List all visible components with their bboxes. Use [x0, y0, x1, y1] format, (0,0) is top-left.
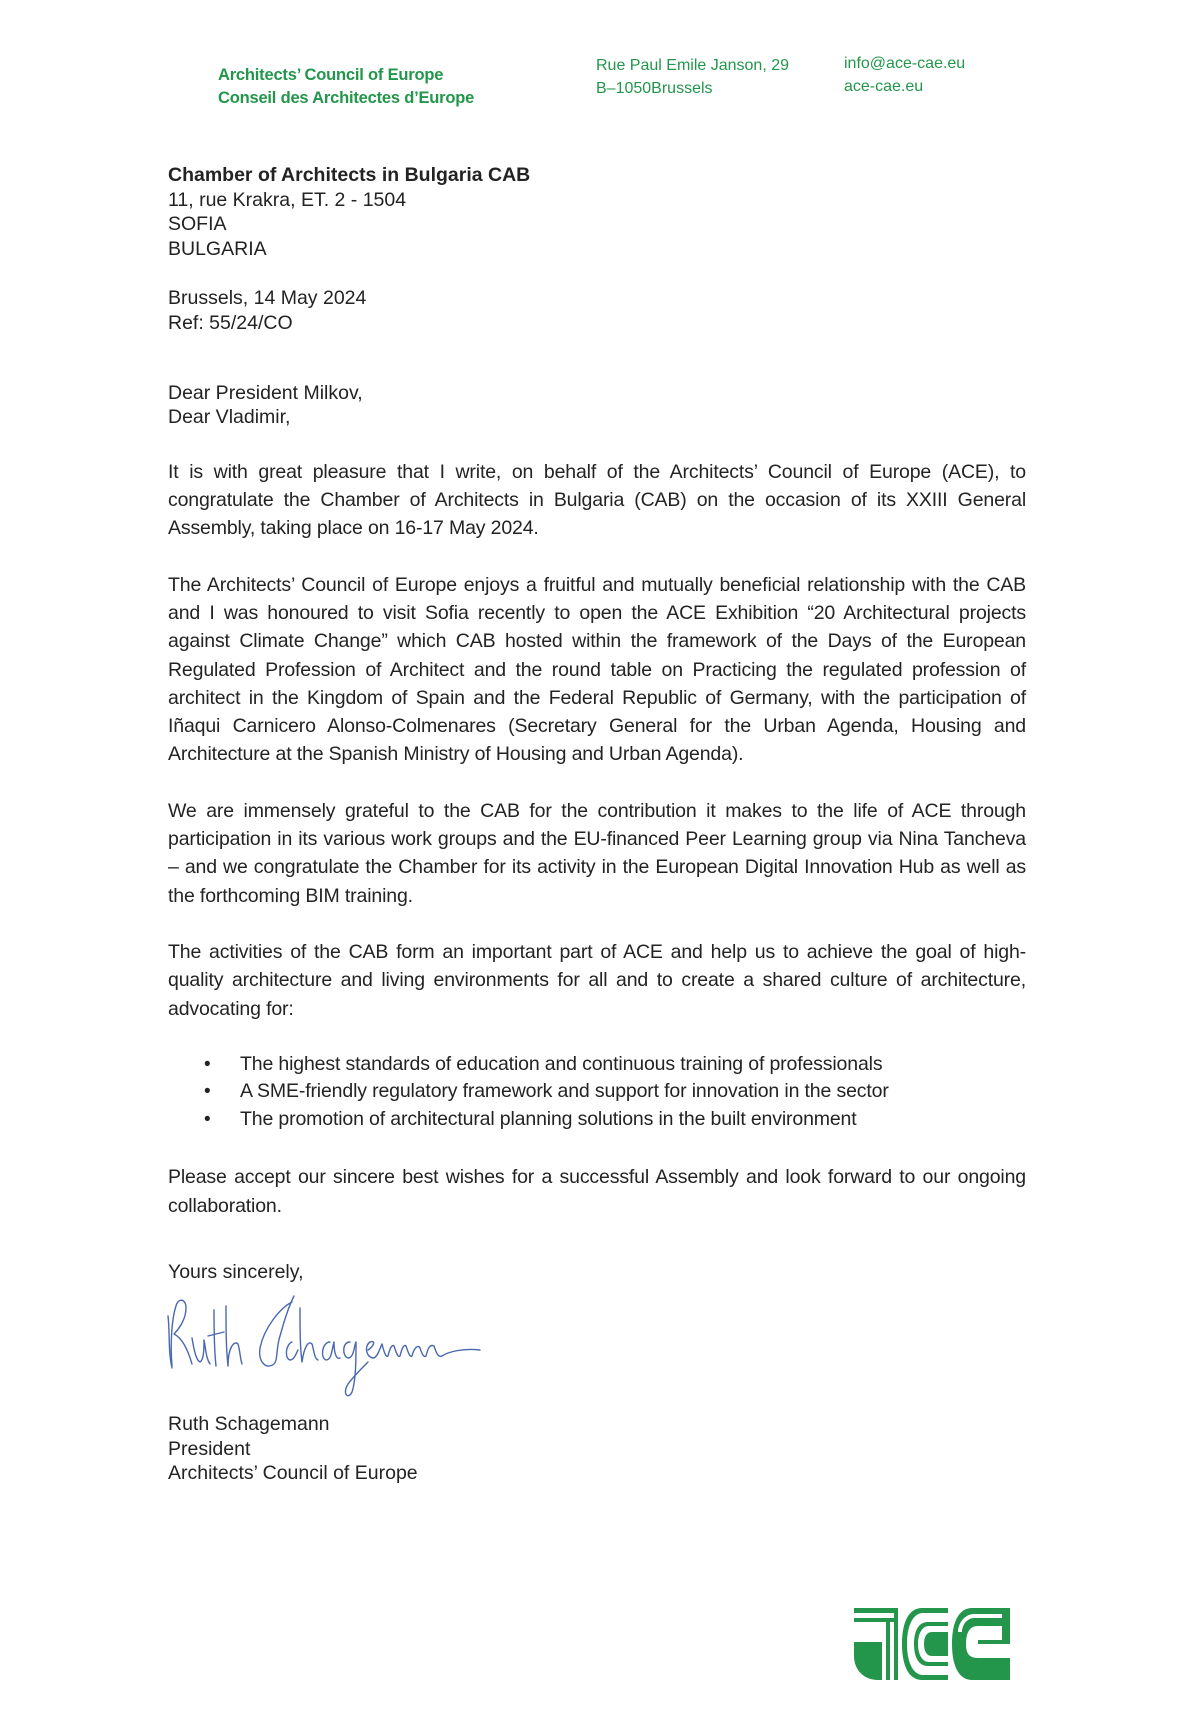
signature-stroke: [323, 1342, 340, 1360]
spacer: [168, 1220, 1026, 1260]
signature-stroke: [300, 1308, 318, 1362]
signer-organization: Architects’ Council of Europe: [168, 1462, 418, 1485]
advocacy-list: [168, 1051, 1026, 1134]
logo-letter-c: [902, 1608, 948, 1680]
recipient-country: BULGARIA: [168, 237, 267, 260]
bullet-icon: •: [204, 1108, 211, 1130]
letter-meta: [168, 286, 1026, 335]
address-city: B–1050Brussels: [596, 80, 713, 97]
signature-stroke: [226, 1306, 242, 1366]
salutation-line-2: Dear Vladimir,: [168, 406, 291, 429]
spacer: [168, 1133, 1026, 1163]
reference-number: Ref: 55/24/CO: [168, 311, 293, 334]
signature-stroke: [208, 1310, 224, 1366]
letterhead-contact: [844, 52, 965, 98]
contact-email[interactable]: info@ace-cae.eu: [844, 55, 966, 72]
spacer: [168, 430, 1026, 458]
list-item: [168, 1051, 1026, 1079]
signer-title: President: [168, 1437, 251, 1460]
signature-stroke: [192, 1338, 210, 1364]
letterhead-address: [596, 54, 789, 100]
list-item: [168, 1078, 1026, 1106]
signature-stroke: [171, 1301, 192, 1367]
spacer: [168, 910, 1026, 938]
signature-stroke: [260, 1296, 294, 1366]
letterhead-organization: [218, 64, 474, 110]
recipient-city: SOFIA: [168, 213, 227, 236]
signature-stroke: [367, 1342, 480, 1358]
org-name-french: Conseil des Architectes d’Europe: [218, 89, 475, 107]
list-item-text: The highest standards of education and continuous training of professionals: [240, 1052, 883, 1075]
letter-body: [168, 163, 1026, 1486]
signature-stroke: [286, 1342, 298, 1360]
place-date: Brussels, 14 May 2024: [168, 287, 367, 310]
body-paragraph: The Architects’ Council of Europe enjoys a fruitful and mutually beneficial relationship with the CAB and I was honoured to visit Sofia recently to open the ACE Exhibition “20 Architectural projects against Climate Change” which CAB hosted within the framework of the Days of the European Regulated Profession of Architect and the round table on Practicing the regulated profession of architect in the Kingdom of Spain and the Federal Republic of Germany, with the participation of Iñaqui Carnicero Alonso-Colmenares (Secretary General for the Urban Agenda, Housing and Architecture at the Spanish Ministry of Housing and Urban Agenda).: [168, 573, 1026, 766]
recipient-name: Chamber of Architects in Bulgaria CAB: [168, 164, 531, 186]
recipient-block: [168, 163, 1026, 261]
list-item-text: The promotion of architectural planning solutions in the built environment: [240, 1107, 857, 1130]
body-paragraph: We are immensely grateful to the CAB for the contribution it makes to the life of ACE through participation in its various work groups and the EU-financed Peer Learning group via Nina Tancheva – and we congratulate the Chamber for its activity in the European Digital Innovation Hub as well as the forthcoming BIM training.: [168, 799, 1026, 907]
ace-logo-icon: [852, 1606, 1012, 1682]
signature-stroke: [344, 1342, 368, 1396]
bullet-icon: •: [204, 1081, 211, 1103]
salutation: [168, 381, 1026, 430]
recipient-street: 11, rue Krakra, ET. 2 - 1504: [168, 188, 407, 211]
logo-letter-e: [952, 1608, 1010, 1680]
closing-paragraph: Please accept our sincere best wishes for a successful Assembly and look forward to our ongoing collaboration.: [168, 1166, 1026, 1217]
spacer: [168, 769, 1026, 797]
spacer: [168, 543, 1026, 571]
signer-name: Ruth Schagemann: [168, 1413, 330, 1436]
org-name-english: Architects’ Council of Europe: [218, 66, 444, 84]
contact-website[interactable]: ace-cae.eu: [844, 78, 924, 95]
handwritten-signature: [162, 1288, 502, 1408]
address-street: Rue Paul Emile Janson, 29: [596, 57, 789, 74]
spacer: [168, 336, 1026, 381]
spacer: [168, 261, 1026, 286]
body-paragraph: The activities of the CAB form an important part of ACE and help us to achieve the goal of high-quality architecture and living environments for all and to create a shared culture of architecture, advocating for:: [168, 940, 1026, 1020]
spacer: [168, 1023, 1026, 1051]
body-paragraph: It is with great pleasure that I write, on behalf of the Architects’ Council of Europe (ACE), to congratulate the Chamber of Architects in Bulgaria (CAB) on the occasion of its XXIII General Assembly, taking place on 16-17 May 2024.: [168, 460, 1026, 540]
bullet-icon: •: [204, 1053, 211, 1075]
valediction: Yours sincerely,: [168, 1260, 304, 1283]
logo-letter-a: [854, 1608, 898, 1680]
salutation-line-1: Dear President Milkov,: [168, 381, 363, 404]
list-item-text: A SME-friendly regulatory framework and support for innovation in the sector: [240, 1080, 889, 1103]
list-item: [168, 1106, 1026, 1134]
